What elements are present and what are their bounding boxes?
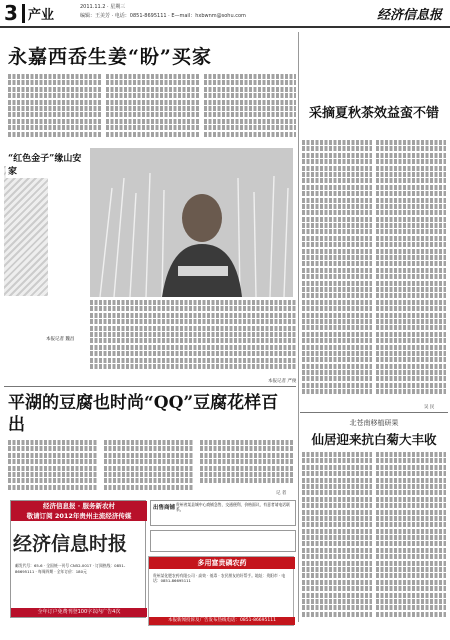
farmer-photo: [90, 148, 293, 297]
sidebar-author: 本报记者 魏昌: [46, 337, 75, 342]
ad-top-banner: [11, 501, 147, 521]
ad-bottom-strip: 全年订户免费刊登100字以内广告4次: [11, 608, 147, 617]
ad-sub-line: 敬请订阅 2012年贵州主流经济传媒: [26, 512, 132, 520]
column-divider: [298, 32, 299, 622]
ad-brand: 经济信息时报: [13, 533, 128, 555]
pesticide-ad-title: 多用富贵磷农药: [149, 557, 295, 569]
lead-body-col-1: [8, 74, 102, 142]
classified-text: 贵州省某县城中心商铺急售，交通便利，价格面议，有意者请电话联系。: [176, 502, 290, 513]
second-body-col-3: [200, 440, 294, 490]
lead-author: 本报记者 严俊: [268, 379, 297, 384]
right-story-1-col-2: [376, 140, 446, 402]
second-body-col-2: [104, 440, 194, 496]
sidebar-title: “红色金子”缘山安家: [6, 150, 88, 178]
right-story-2-col-1: [302, 452, 372, 624]
ad-top-line: 经济信息报 · 服务新农村: [43, 502, 115, 510]
sidebar-text: [50, 168, 86, 308]
second-body-col-1: [8, 440, 98, 496]
second-headline: 平湖的豆腐也时尚“QQ”豆腐花样百出: [8, 393, 279, 435]
sidebar-feature: [2, 148, 88, 346]
ginger-illustration: [4, 166, 48, 296]
hotline-strip: 本报新闻投诉及广告发布热线电话：0851-86695111: [149, 617, 295, 625]
date-line: 2011.11.2 · 星期三: [80, 4, 126, 10]
classified-title: 出售商铺: [153, 505, 176, 511]
divider: [300, 412, 448, 413]
pesticide-ad-body: 贵州某化肥农药有限公司 · 高效 · 低毒 · 农民朋友的好帮手。地址：贵阳市 · 电话：0851-86695111: [153, 573, 286, 584]
divider: [4, 386, 296, 387]
classified-ad-2: [150, 530, 296, 552]
right-story-2-kicker: 北苍南移植研果: [349, 419, 399, 427]
ad-details: 邮发代号：65-6 · 全国统一刊号 CN52-0017 · 订阅热线：0851-86695111 · 每周四期 · 全年订价：180元: [15, 563, 126, 574]
lead-headline: 永嘉西岙生姜“盼”买家: [8, 46, 212, 68]
section-title: 产业: [22, 4, 54, 23]
page-number: 3: [4, 1, 18, 25]
right-story-2-col-2: [376, 452, 446, 624]
pesticide-ad: [148, 556, 294, 626]
lead-body-col-2: [106, 74, 200, 142]
masthead: 经济信息报: [376, 8, 442, 23]
right-story-1-col-1: [302, 140, 372, 402]
right-story-2-headline: 仙居迎来抗白菊大丰收: [311, 432, 437, 447]
right-story-1-author: 吴 民: [424, 405, 435, 410]
lead-body-col-3: [204, 74, 296, 142]
second-author: 记 者: [276, 491, 287, 496]
subscription-ad: [10, 500, 146, 618]
lead-body-continued: [90, 300, 296, 378]
right-story-1-headline: 采摘夏秋茶效益蛮不错: [308, 106, 439, 121]
editor-line: 编辑：王美芳 · 电话：0851-8695111 · E—mail：hxbwnm@sohu.com: [80, 13, 246, 19]
page-header: [0, 0, 450, 28]
